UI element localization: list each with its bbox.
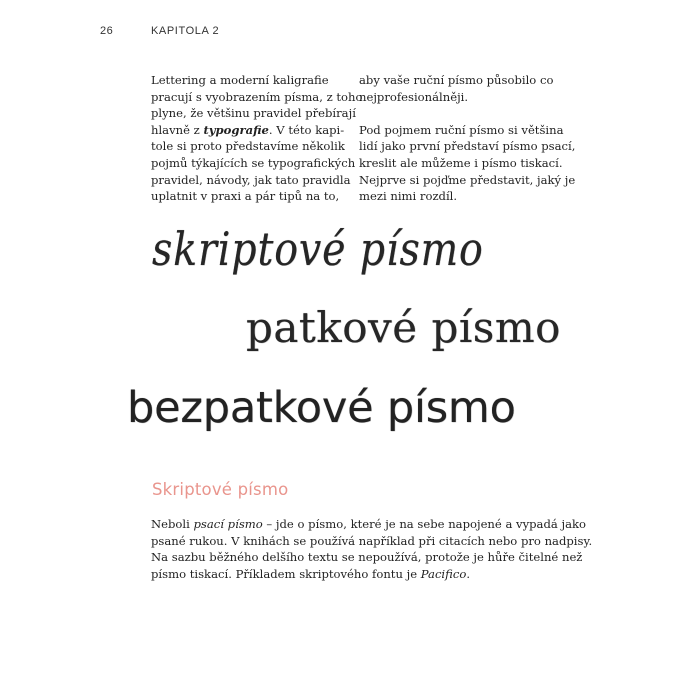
text-line: nejprofesionálněji. [359,89,469,104]
text-line: pracují s vyobrazením písma, z toho [151,89,363,104]
intro-paragraph-right-2 [359,122,576,205]
text-line: uplatnit v praxi a pár tipů na to, [151,189,340,204]
intro-left-column [151,72,363,205]
script-specimen: skriptové písmo [152,222,484,276]
text-line [151,122,347,139]
text-line: pravidel, návody, jak tato pravidla [151,172,351,187]
text-line: aby vaše ruční písmo působilo co [359,73,554,87]
emphasis-pacifico: Pacifico [420,566,467,581]
emphasis-typografie: typografie [203,122,269,137]
text-fragment: hlavně z [151,122,204,137]
emphasis-psaci-pismo: psací písmo [193,517,263,531]
text-fragment: – jde o písmo, které je na sebe napojené a vypadá jako [262,517,586,531]
intro-right-column [359,72,576,205]
text-line [151,516,586,533]
sans-specimen: bezpatkové písmo [127,383,516,433]
intro-paragraph-right-1 [359,72,559,105]
text-line: plyne, že většinu pravidel přebírají [151,106,356,121]
text-line: lidí jako první představí písmo psací, [359,139,576,154]
text-line: Nejprve si pojďme představit, jaký je [359,172,576,187]
text-line: tole si proto představíme několik [151,139,345,154]
text-line: pojmů týkajících se typografických [151,155,356,170]
text-line: psané rukou. V knihách se používá například při citacích nebo pro nadpisy. [151,533,593,548]
chapter-label: KAPITOLA 2 [151,25,220,37]
serif-specimen: patkové písmo [246,303,561,352]
page-number: 26 [100,25,114,37]
text-line: Lettering a moderní kaligrafie [151,73,329,87]
text-line [151,566,561,583]
intro-paragraph-left [151,72,363,205]
text-line: kreslit ale můžeme i písmo tiskací. [359,155,563,170]
text-fragment: Neboli [151,517,194,531]
text-line: Pod pojmem ruční písmo si většina [359,122,564,137]
section-heading: Skriptové písmo [152,480,289,499]
text-line: Na sazbu běžného delšího textu se nepoužívá, protože je hůře čitelné než [151,550,583,565]
text-fragment: písmo tiskací. Příkladem skriptového fontu je [151,566,421,581]
text-line: mezi nimi rozdíl. [359,189,458,204]
text-fragment: . V této kapi- [268,122,345,137]
text-fragment: . [466,566,471,581]
section-body [151,516,593,582]
